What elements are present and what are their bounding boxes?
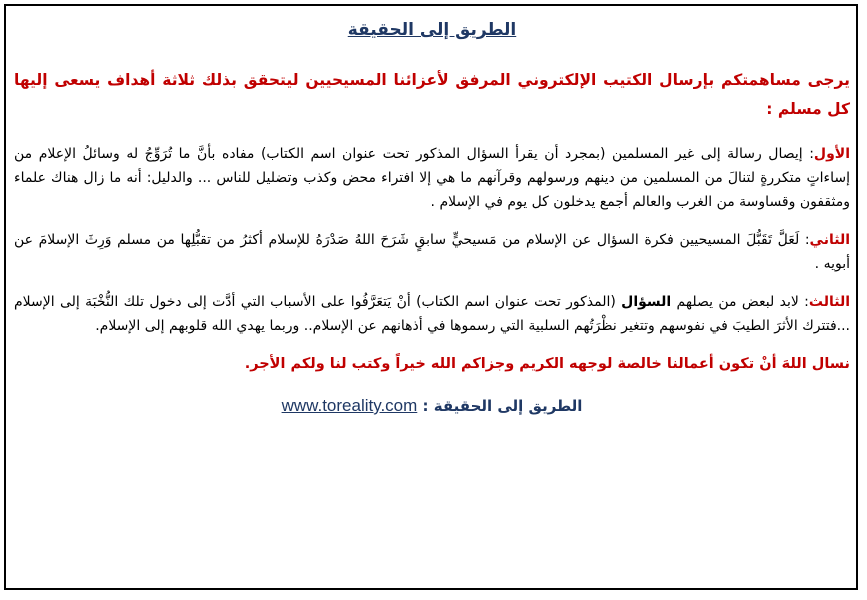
goal-first-text: : إيصال رسالة إلى غير المسلمين (بمجرد أن يقرأ السؤال المذكور تحت عنوان اسم الكتاب) مفاده بأنَّ ما تُرَوِّجُ له وسائلُ الإعلام من إساءاتٍ متكررةٍ لتنالَ من المسلمين من دينهم ورسولهم وقرآنهم ما هي إلا افتراء محض وكذب وتضليل للناس ... والدليل: أنه ما زال هناك علماء ومثقفون وقساوسة من الغرب والعالم أجمع يدخلون كل يوم في الإسلام .: [14, 146, 850, 210]
goal-first-label: الأول: [813, 146, 850, 162]
goal-second-text: : لَعَلَّ تَقَبُّلَ المسيحيين فكرة السؤال عن الإسلام من مَسيحيٍّ سابقٍ شَرَحَ اللهُ صَدْرَهُ للإسلام أكثرُ من تقبُّلِها من مسلم وَرِثَ الإسلامَ عن أبويه .: [14, 232, 850, 272]
document-body: [14, 20, 850, 416]
goal-first: [14, 142, 850, 214]
goal-third-bold-word: السؤال: [621, 294, 672, 310]
closing-prayer: نسال اللهَ أنْ تكون أعمالنا خالصة لوجهه الكريم وجزاكم الله خيراً وكتب لنا ولكم الأجر.: [244, 356, 850, 372]
intro-text: يرجى مساهمتكم بإرسال الكتيب الإلكتروني المرفق لأعزائنا المسيحيين ليتحقق بذلك ثلاثة أهداف يسعى إليها كل مسلم :: [14, 71, 850, 118]
goal-third-text-after: (المذكور تحت عنوان اسم الكتاب) أنْ يَتعَرَّفُوا على الأسباب التي أدَّت إلى دخول تلك النُّخْبَة إلى الإسلام ...فتترك الأثرَ الطيبَ في نفوسهم وتتغير نظْرَتُهم السلبية التي رسموها في أذهانهم عن الإسلام.. وربما يهدي الله قلوبهم إلى الإسلام.: [14, 294, 850, 334]
document-title: الطريق إلى الحقيقة: [347, 20, 517, 40]
website-link[interactable]: www.toreality.com: [281, 396, 418, 415]
goal-third-text-before: : لابد لبعض من يصلهم: [671, 294, 809, 310]
goal-second-label: الثاني: [809, 232, 850, 248]
goal-second: [14, 228, 850, 276]
goal-third: [14, 290, 850, 338]
goal-third-label: الثالث: [808, 294, 850, 310]
footer: [14, 396, 850, 416]
footer-label: الطريق إلى الحقيقة :: [422, 397, 583, 415]
